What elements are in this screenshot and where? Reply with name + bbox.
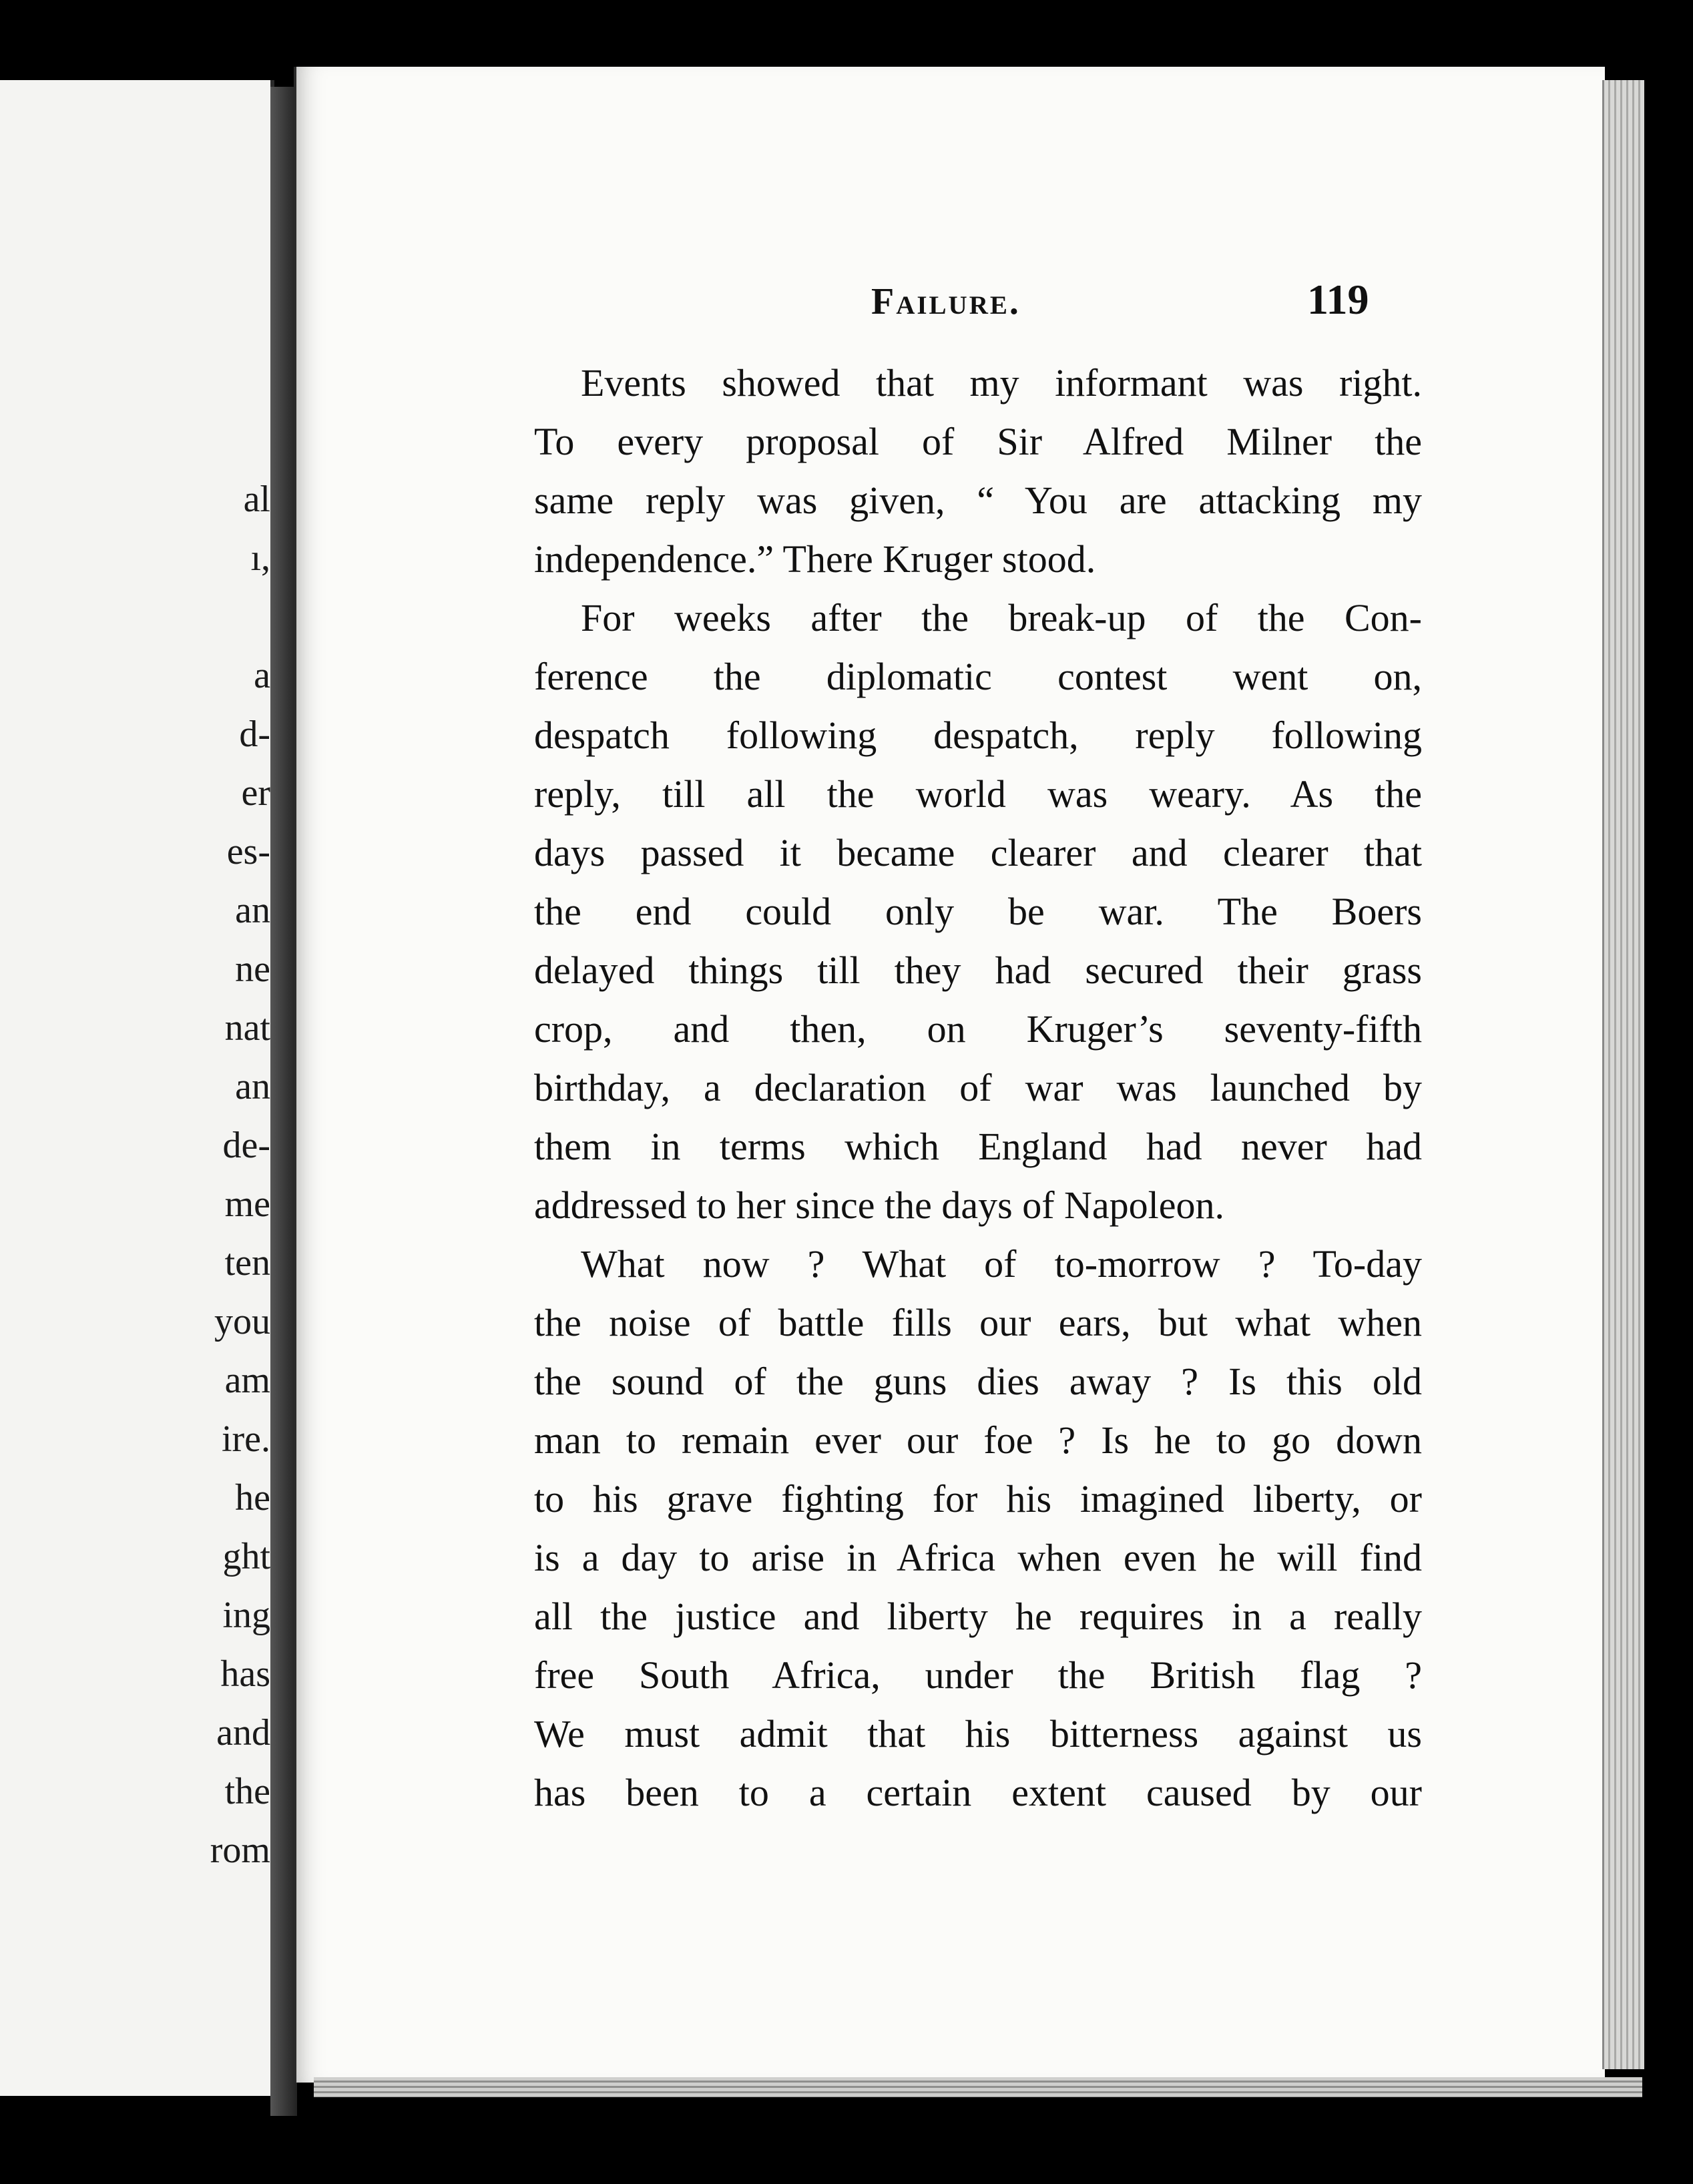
- text-line: delayed things till they had secured their grass: [534, 948, 1422, 992]
- page-number: 119: [1307, 276, 1369, 323]
- text-line: crop, and then, on Kruger’s seventy-fifth: [534, 1007, 1422, 1051]
- text-line: days passed it became clearer and clearer that: [534, 831, 1422, 874]
- text-line: free South Africa, under the British flag ?: [534, 1653, 1422, 1697]
- text-line: is a day to arise in Africa when even he will find: [534, 1536, 1422, 1579]
- previous-page-line-fragment: rom: [210, 1830, 270, 1871]
- page-bottom-edge: [314, 2077, 1642, 2097]
- previous-page-line-fragment: a: [254, 655, 270, 696]
- previous-page-line-fragment: an: [235, 1066, 270, 1107]
- previous-page-line-fragment: er: [241, 772, 270, 814]
- text-line: to his grave fighting for his imagined liberty, or: [534, 1477, 1422, 1521]
- previous-page-line-fragment: ire.: [221, 1418, 270, 1460]
- previous-page-line-fragment: am: [224, 1360, 270, 1401]
- previous-page-line-fragment: nat: [224, 1007, 270, 1049]
- text-line: addressed to her since the days of Napoleon.: [534, 1183, 1225, 1227]
- text-line: them in terms which England had never had: [534, 1125, 1422, 1168]
- text-line: ference the diplomatic contest went on,: [534, 655, 1422, 698]
- text-line: We must admit that his bitterness against us: [534, 1712, 1422, 1755]
- previous-page-line-fragment: ght: [222, 1536, 270, 1577]
- text-line: reply, till all the world was weary. As the: [534, 772, 1422, 816]
- previous-page-line-fragment: ten: [224, 1242, 270, 1284]
- previous-page-line-fragment: d-: [239, 714, 270, 755]
- text-line: same reply was given, “ You are attacking my: [534, 479, 1422, 522]
- previous-page-line-fragment: me: [224, 1183, 270, 1225]
- text-line: has been to a certain extent caused by our: [534, 1771, 1422, 1814]
- text-line: To every proposal of Sir Alfred Milner the: [534, 420, 1422, 463]
- previous-page-line-fragment: an: [235, 890, 270, 931]
- text-line: despatch following despatch, reply following: [534, 714, 1422, 757]
- previous-page-line-fragment: al: [243, 479, 270, 520]
- text-line: independence.” There Kruger stood.: [534, 537, 1096, 581]
- book-gutter: [270, 87, 297, 2116]
- previous-page-line-fragment: and: [216, 1712, 270, 1753]
- text-line: man to remain ever our foe ? Is he to go down: [534, 1418, 1422, 1462]
- text-line: birthday, a declaration of war was launched by: [534, 1066, 1422, 1109]
- previous-page: [0, 80, 274, 2096]
- text-line: What now ? What of to-morrow ? To-day: [581, 1242, 1422, 1286]
- text-line: the end could only be war. The Boers: [534, 890, 1422, 933]
- previous-page-line-fragment: has: [220, 1653, 270, 1695]
- previous-page-line-fragment: the: [224, 1771, 270, 1812]
- previous-page-line-fragment: de-: [222, 1125, 270, 1166]
- text-line: the noise of battle fills our ears, but what when: [534, 1301, 1422, 1344]
- body-text: [534, 354, 1422, 1822]
- page-edge: [1602, 80, 1644, 2069]
- text-line: all the justice and liberty he requires in a really: [534, 1595, 1422, 1638]
- previous-page-line-fragment: you: [214, 1301, 270, 1342]
- running-head: Failure.: [871, 281, 1021, 322]
- text-line: For weeks after the break-up of the Con-: [581, 596, 1422, 639]
- previous-page-line-fragment: ne: [235, 948, 270, 990]
- previous-page-line-fragment: he: [235, 1477, 270, 1519]
- text-line: the sound of the guns dies away ? Is this old: [534, 1360, 1422, 1403]
- previous-page-line-fragment: es-: [226, 831, 270, 872]
- previous-page-line-fragment: ing: [222, 1595, 270, 1636]
- previous-page-line-fragment: ı,: [250, 537, 270, 579]
- text-line: Events showed that my informant was right.: [581, 361, 1422, 404]
